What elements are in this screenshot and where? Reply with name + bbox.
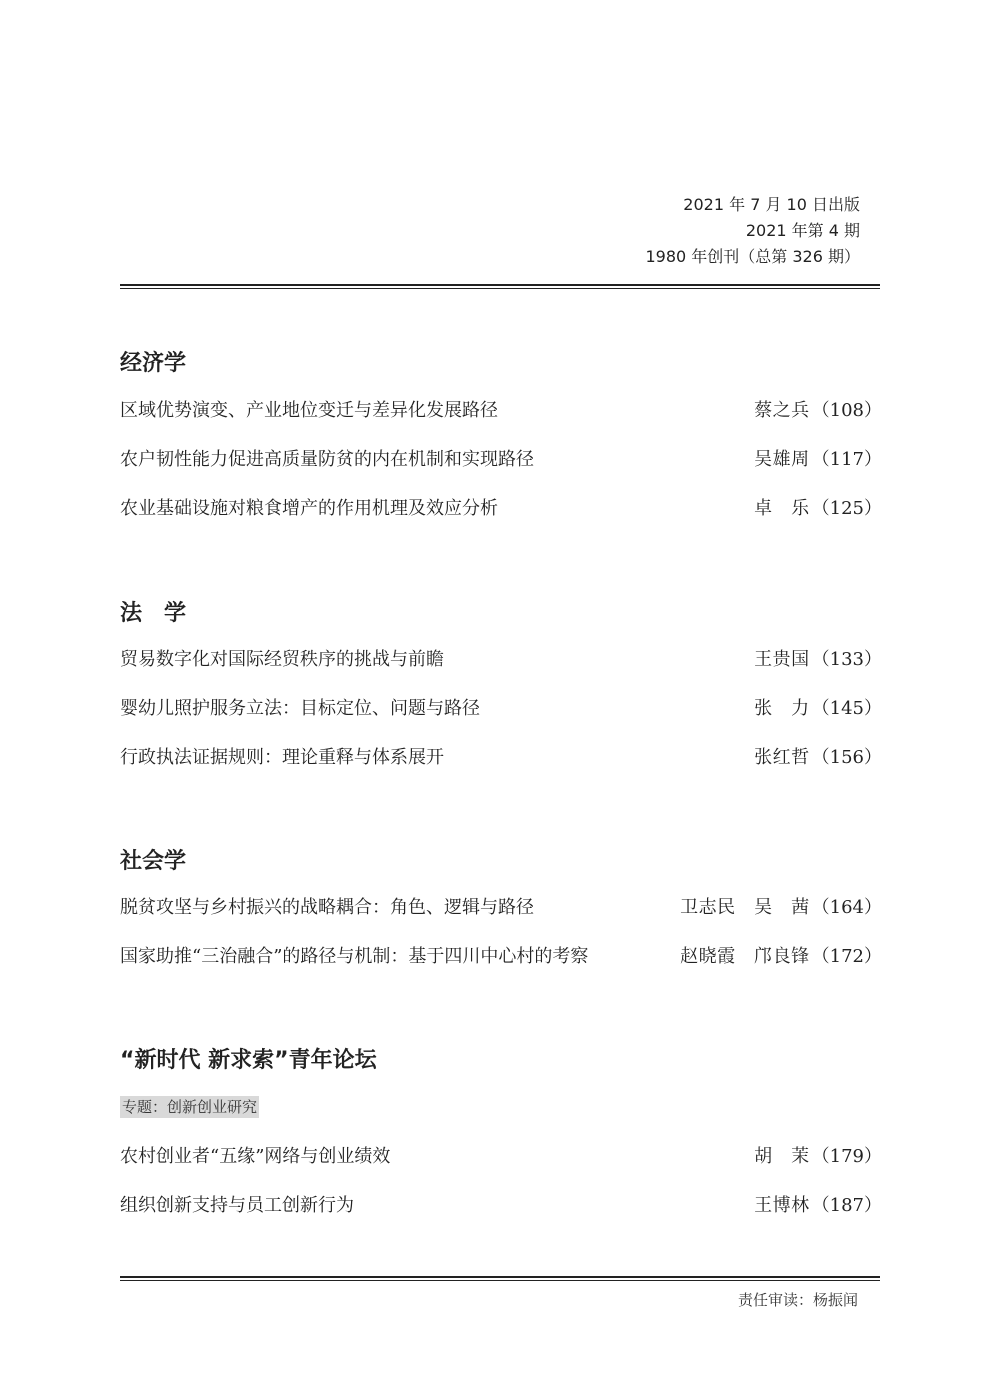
entry-title: 婴幼儿照护服务立法：目标定位、问题与路径	[120, 698, 480, 719]
special-topic-label: 专题：创新创业研究	[122, 1098, 258, 1116]
entry-page: （133）	[811, 649, 882, 670]
section-heading-law: 法 学	[120, 601, 187, 626]
entry-author: 蔡之兵	[754, 400, 810, 421]
entry-title: 农业基础设施对粮食增产的作用机理及效应分析	[120, 498, 498, 519]
toc-entry[interactable]	[120, 895, 882, 921]
toc-entry[interactable]	[120, 944, 882, 970]
entry-page: （108）	[811, 400, 882, 421]
entry-page: （117）	[811, 449, 882, 470]
entry-author: 张红哲	[754, 747, 810, 768]
entry-author: 胡 茉	[754, 1146, 810, 1167]
toc-entry[interactable]	[120, 1193, 882, 1219]
entry-author: 王贵国	[754, 649, 810, 670]
toc-entry[interactable]	[120, 647, 882, 673]
toc-entry[interactable]	[120, 398, 882, 424]
entry-page: （156）	[811, 747, 882, 768]
entry-title: 农户韧性能力促进高质量防贫的内在机制和实现路径	[120, 449, 534, 470]
entry-page: （164）	[811, 897, 882, 918]
entry-author: 卓 乐	[754, 498, 810, 519]
founded-info: 1980 年创刊（总第 326 期）	[645, 247, 860, 266]
entry-title: 区域优势演变、产业地位变迁与差异化发展路径	[120, 400, 498, 421]
section-heading-economics: 经济学	[120, 351, 187, 376]
entry-page: （172）	[811, 946, 882, 967]
entry-title: 国家助推“三治融合”的路径与机制：基于四川中心村的考察	[120, 946, 589, 967]
issue-info	[560, 192, 860, 270]
entry-title: 农村创业者“五缘”网络与创业绩效	[120, 1146, 391, 1167]
entry-page: （179）	[811, 1146, 882, 1167]
toc-entry[interactable]	[120, 696, 882, 722]
entry-author: 卫志民 吴 茜	[680, 897, 810, 918]
section-heading-sociology: 社会学	[120, 849, 187, 874]
toc-entry[interactable]	[120, 745, 882, 771]
toc-entry[interactable]	[120, 447, 882, 473]
entry-title: 行政执法证据规则：理论重释与体系展开	[120, 747, 444, 768]
entry-title: 贸易数字化对国际经贸秩序的挑战与前瞻	[120, 649, 444, 670]
entry-title: 组织创新支持与员工创新行为	[120, 1195, 354, 1216]
entry-page: （187）	[811, 1195, 882, 1216]
editor-credit: 责任审读：杨振闻	[737, 1291, 858, 1309]
publish-date: 2021 年 7 月 10 日出版	[683, 195, 860, 214]
entry-author: 王博林	[754, 1195, 810, 1216]
bottom-divider	[120, 1276, 880, 1281]
toc-entry[interactable]	[120, 1144, 882, 1170]
entry-page: （125）	[811, 498, 882, 519]
top-divider	[120, 284, 880, 289]
entry-author: 吴雄周	[754, 449, 810, 470]
section-heading-youth-forum: “新时代 新求索”青年论坛	[120, 1048, 377, 1073]
entry-author: 张 力	[754, 698, 810, 719]
entry-page: （145）	[811, 698, 882, 719]
issue-number: 2021 年第 4 期	[745, 221, 860, 240]
entry-author: 赵晓霞 邝良锋	[680, 946, 810, 967]
entry-title: 脱贫攻坚与乡村振兴的战略耦合：角色、逻辑与路径	[120, 897, 534, 918]
toc-entry[interactable]	[120, 496, 882, 522]
